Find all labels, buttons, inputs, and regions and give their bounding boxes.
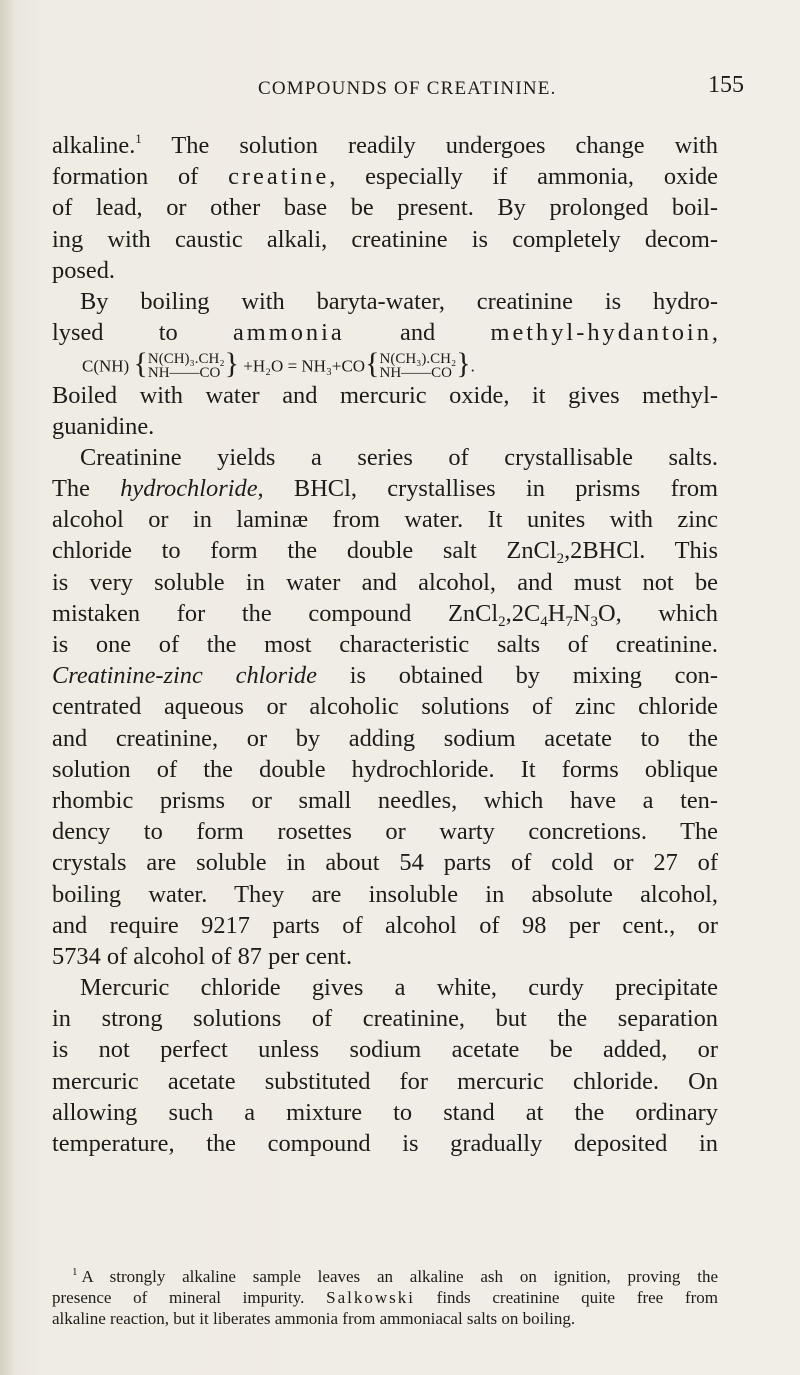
equation-middle: +H₂O = NH₃+CO <box>243 356 366 376</box>
subscript: 2 <box>498 613 506 630</box>
text-line: Creatinine yields a series of crystallisable salts. <box>80 443 718 471</box>
text-line: mercuric acetate substituted for mercuric chloride. On <box>52 1067 718 1095</box>
equation-lhs-top: N(CH)₃.CH₂ <box>147 351 225 368</box>
text-line: alcohol or in laminæ from water. It unites with zinc <box>52 506 718 534</box>
text-span: O, which <box>597 599 718 627</box>
subscript: 2 <box>556 551 565 568</box>
italic-term: hydrochloride <box>120 475 258 503</box>
equation-lhs-bottom: NH——CO <box>147 365 221 382</box>
text-line: of lead, or other base be present. By prolonged boil- <box>52 194 718 222</box>
text-line: crystals are soluble in about 54 parts of cold or 27 of <box>52 849 718 877</box>
text-line: allowing such a mixture to stand at the ordinary <box>52 1098 718 1126</box>
text-span: A strongly alkaline sample leaves an alkaline ash on ignition, proving the <box>81 1267 718 1286</box>
text-line <box>52 317 718 348</box>
text-line: solution of the double hydrochloride. It forms oblique <box>52 755 718 783</box>
subscript: 4 <box>540 613 548 630</box>
text-span: , <box>711 319 718 347</box>
text-line: is not perfect unless sodium acetate be added, or <box>52 1036 718 1064</box>
text-span: The <box>52 475 121 503</box>
text-span: ,2C <box>505 599 541 627</box>
left-brace: { <box>133 347 148 381</box>
text-span: H <box>547 599 566 627</box>
text-span: N <box>572 599 591 627</box>
text-line <box>52 598 718 629</box>
footnote-mark: 1 <box>72 1266 78 1278</box>
subscript: 3 <box>590 613 598 630</box>
text-span: The solution readily undergoes change with <box>141 132 718 159</box>
equation-rhs-top: N(CH₃).CH₂ <box>379 351 457 368</box>
equation-lhs-prefix: C(NH) <box>82 356 130 376</box>
equation-rhs-stack <box>380 352 457 380</box>
binding-shadow <box>0 0 14 1375</box>
text-span: , especially if ammonia, oxide <box>329 163 719 191</box>
text-line: ing with caustic alkali, creatinine is completely decom- <box>52 225 718 253</box>
text-line: is one of the most characteristic salts of creatinine. <box>52 631 718 658</box>
text-line <box>52 161 718 192</box>
page-number: 155 <box>708 72 744 98</box>
subscript: 7 <box>565 613 573 630</box>
text-line: centrated aqueous or alcoholic solutions of zinc chloride <box>52 693 718 721</box>
text-line <box>52 473 718 504</box>
text-span: formation of <box>52 163 229 191</box>
spaced-term: ammonia <box>232 319 345 347</box>
text-line: boiling water. They are insoluble in absolute alcohol, <box>52 880 718 908</box>
text-line: rhombic prisms or small needles, which have a ten- <box>52 786 718 814</box>
text-line: Boiled with water and mercuric oxide, it gives methyl- <box>52 381 718 409</box>
italic-term: Creatinine-zinc chloride <box>52 662 317 690</box>
text-line: temperature, the compound is gradually deposited in <box>52 1130 718 1157</box>
text-line: is very soluble in water and alcohol, and must not be <box>52 568 718 596</box>
text-span: , BHCl, crystallises in prisms from <box>257 475 718 503</box>
text-span: and <box>344 319 491 347</box>
footnote-line <box>52 1287 718 1308</box>
right-brace: } <box>456 347 471 381</box>
spaced-term: creatine <box>228 163 330 191</box>
equation-rhs-bottom: NH——CO <box>379 365 453 382</box>
equation-lhs-stack <box>148 352 225 380</box>
left-brace: { <box>365 347 380 381</box>
text-span: lysed to <box>52 319 233 347</box>
text-span: mistaken for the compound ZnCl <box>52 599 499 627</box>
text-span: is obtained by mixing con- <box>316 662 718 690</box>
footnote-reference: 1 <box>135 131 142 146</box>
text-span: finds creatinine quite free from <box>414 1288 718 1307</box>
spaced-term: Salkowski <box>326 1288 415 1307</box>
chemical-equation <box>52 347 718 382</box>
text-line: 5734 of alcohol of 87 per cent. <box>52 942 353 970</box>
text-line: posed. <box>52 256 116 284</box>
equation-end: . <box>470 356 475 376</box>
text-line: By boiling with baryta-water, creatinine is hydro- <box>80 287 718 315</box>
text-line <box>52 535 718 566</box>
text-line: Mercuric chloride gives a white, curdy precipitate <box>80 974 718 1002</box>
running-title: COMPOUNDS OF CREATININE. <box>258 78 557 99</box>
spaced-term: methyl-hydantoin <box>490 319 712 347</box>
text-line: in strong solutions of creatinine, but the separation <box>52 1005 718 1033</box>
text-span: presence of mineral impurity. <box>52 1288 327 1307</box>
text-line: dency to form rosettes or warty concretions. The <box>52 818 718 846</box>
text-line: guanidine. <box>52 412 155 440</box>
text-line <box>52 130 718 161</box>
text-line <box>52 660 718 691</box>
page-header <box>0 72 800 108</box>
text-line: and require 9217 parts of alcohol of 98 per cent., or <box>52 911 718 939</box>
text-span: alkaline. <box>52 132 136 159</box>
footnote-line: alkaline reaction, but it liberates ammonia from ammoniacal salts on boiling. <box>52 1309 576 1328</box>
text-line: and creatinine, or by adding sodium acetate to the <box>52 724 718 752</box>
right-brace: } <box>224 347 239 381</box>
text-span: chloride to form the double salt ZnCl <box>52 537 557 565</box>
footnote <box>52 1266 718 1329</box>
footnote-line <box>52 1266 718 1287</box>
body-text <box>52 130 718 1159</box>
text-span: ,2BHCl. This <box>564 537 718 565</box>
